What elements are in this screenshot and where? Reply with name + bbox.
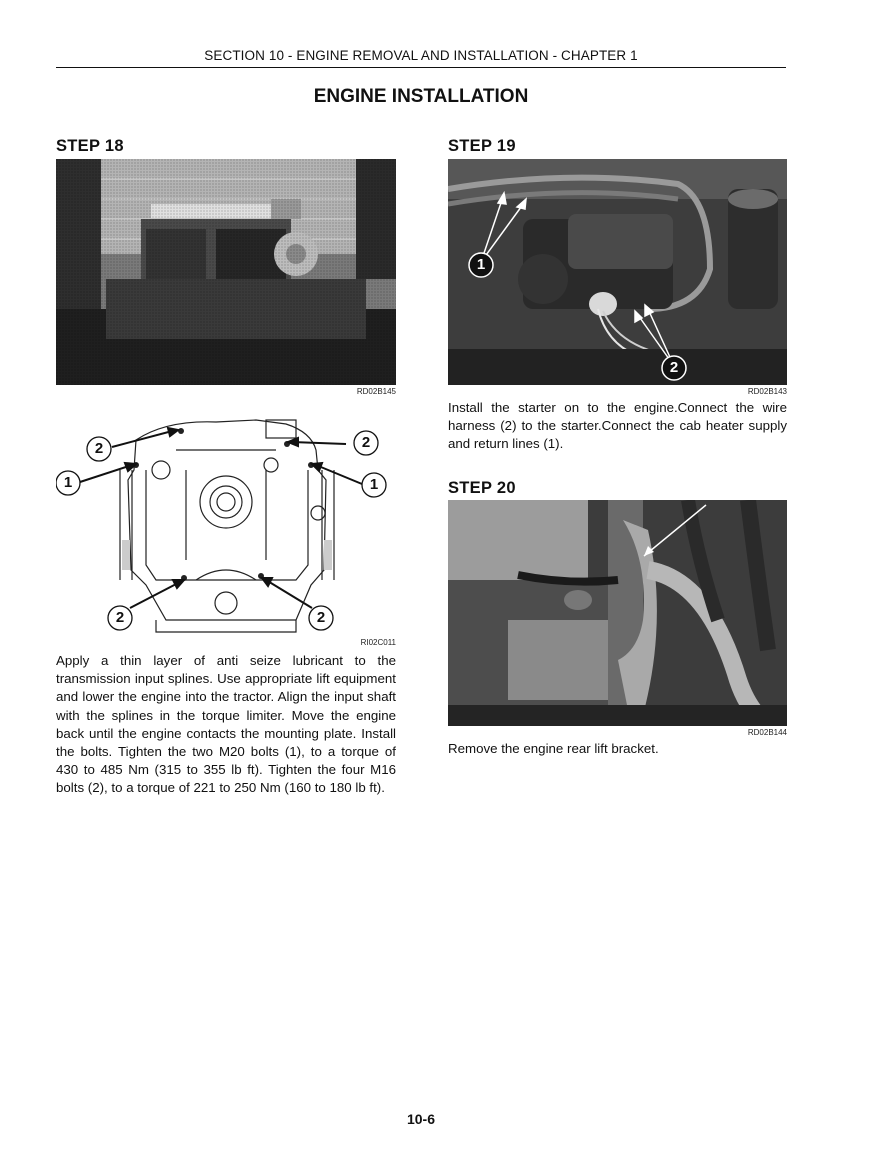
step-18-instructions: Apply a thin layer of anti seize lubricant to the transmission input splines. Use appropriate lift equipment and lower the engine into the tractor. Align the input shaft with the splines in the torque limiter. Move the engine back until the engine contacts the mounting plate. Install the bolts. Tighten the two M20 bolts (1), to a torque of 430 to 485 Nm (315 to 355 lb ft). Tighten the four M16 bolts (2), to a torque of 221 to 250 Nm (160 to 180 lb ft). [56,653,396,796]
header-rule [56,67,786,68]
callout-2-bottom-right: 2 [316,609,326,626]
callout-1-step19: 1 [476,256,486,273]
callout-2-top-right: 2 [361,434,371,451]
step-20-heading: STEP 20 [448,479,516,497]
page-title: ENGINE INSTALLATION [313,86,529,107]
callout-2-top-left: 2 [94,440,104,457]
step-18-photo-code: RD02B145 [356,387,396,396]
step-18-diagram-code: RI02C011 [360,638,396,647]
callout-1-right: 1 [369,476,379,493]
step-19-photo [448,159,787,385]
flywheel-housing-diagram [56,410,396,638]
callout-2-step19: 2 [669,359,679,376]
step-19-photo-code: RD02B143 [747,387,787,396]
step-18-heading: STEP 18 [56,137,124,155]
page-number: 10-6 [406,1111,436,1127]
step-20-photo-code: RD02B144 [747,728,787,737]
callout-2-bottom-left: 2 [115,609,125,626]
step-20-instructions: Remove the engine rear lift bracket. [448,741,659,756]
step-18-photo [56,159,396,385]
step-19-heading: STEP 19 [448,137,516,155]
section-header: SECTION 10 - ENGINE REMOVAL AND INSTALLATION - CHAPTER 1 [204,48,638,63]
step-20-photo [448,500,787,726]
callout-1-left: 1 [63,474,73,491]
step-19-instructions: Install the starter on to the engine.Connect the wire harness (2) to the starter.Connect the cab heater supply and return lines (1). [448,400,787,452]
